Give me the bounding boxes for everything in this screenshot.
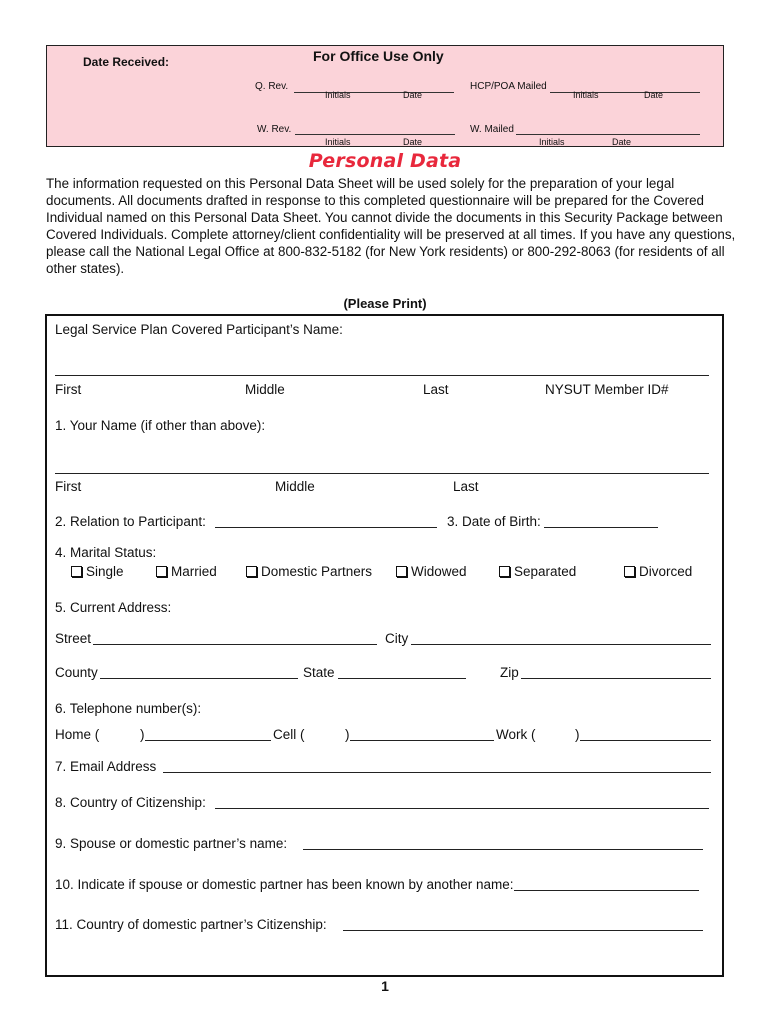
q7-email-label: 7. Email Address bbox=[55, 759, 157, 774]
work-phone-field[interactable] bbox=[580, 740, 711, 741]
q11-partner-citizenship-field[interactable] bbox=[343, 930, 703, 931]
zip-field[interactable] bbox=[521, 678, 711, 679]
marital-option-widowed[interactable]: Widowed bbox=[396, 564, 467, 579]
page-number: 1 bbox=[381, 978, 389, 994]
q2-relation-field[interactable] bbox=[215, 527, 437, 528]
checkbox-icon[interactable] bbox=[246, 566, 257, 577]
checkbox-icon[interactable] bbox=[499, 566, 510, 577]
w-rev-initials: Initials bbox=[325, 137, 351, 147]
w-rev-date: Date bbox=[403, 137, 423, 147]
home-phone-label: Home ( bbox=[55, 727, 100, 742]
q1-last-label: Last bbox=[453, 479, 479, 494]
participant-member-id-label: NYSUT Member ID# bbox=[545, 382, 669, 397]
office-use-heading: For Office Use Only bbox=[313, 48, 444, 64]
street-label: Street bbox=[55, 631, 92, 646]
intro-paragraph: The information requested on this Personal Data Sheet will be used solely for the preparation of your legal documents. All documents drafted in response to this completed questionnaire will be prepared for the Covered Individual named on this Personal Data Sheet. You cannot divide the documents in this Security Package between Covered Individuals. Complete attorney/client confidentiality will be preserved at all times. If you have any questions, please call the National Legal Office at 800-832-5182 (for New York residents) or 800-292-8063 (for residents of all other states). bbox=[46, 176, 736, 276]
q3-dob-field[interactable] bbox=[544, 527, 658, 528]
city-field[interactable] bbox=[411, 644, 711, 645]
county-field[interactable] bbox=[100, 678, 298, 679]
q5-address-label: 5. Current Address: bbox=[55, 600, 172, 615]
q-rev-label: Q. Rev. bbox=[255, 81, 289, 92]
q1-middle-label: Middle bbox=[275, 479, 315, 494]
q1-your-name-field[interactable] bbox=[55, 473, 709, 474]
cell-phone-close: ) bbox=[345, 727, 350, 742]
home-phone-close: ) bbox=[140, 727, 145, 742]
street-field[interactable] bbox=[93, 644, 377, 645]
q4-marital-status-label: 4. Marital Status: bbox=[55, 545, 157, 560]
q10-other-name-label: 10. Indicate if spouse or domestic partner has been known by another name: bbox=[55, 877, 514, 892]
q9-spouse-name-label: 9. Spouse or domestic partner’s name: bbox=[55, 836, 288, 851]
q3-dob-label: 3. Date of Birth: bbox=[447, 514, 541, 529]
participant-name-field[interactable] bbox=[55, 375, 709, 376]
participant-last-label: Last bbox=[423, 382, 449, 397]
participant-name-label: Legal Service Plan Covered Participant’s Name: bbox=[55, 322, 343, 337]
q11-partner-citizenship-label: 11. Country of domestic partner’s Citizenship: bbox=[55, 917, 327, 932]
marital-option-separated[interactable]: Separated bbox=[499, 564, 576, 579]
hcp-poa-initials: Initials bbox=[573, 90, 599, 100]
q7-email-field[interactable] bbox=[163, 772, 711, 773]
marital-option-domestic-partners[interactable]: Domestic Partners bbox=[246, 564, 372, 579]
county-label: County bbox=[55, 665, 98, 680]
q9-spouse-name-field[interactable] bbox=[303, 849, 703, 850]
q-rev-line[interactable] bbox=[294, 82, 454, 93]
marital-option-single[interactable]: Single bbox=[71, 564, 124, 579]
personal-data-form bbox=[45, 314, 724, 977]
q1-your-name-label: 1. Your Name (if other than above): bbox=[55, 418, 266, 433]
home-phone-field[interactable] bbox=[145, 740, 271, 741]
marital-option-married[interactable]: Married bbox=[156, 564, 217, 579]
please-print-note: (Please Print) bbox=[343, 296, 427, 311]
office-use-box bbox=[46, 45, 724, 147]
q2-relation-label: 2. Relation to Participant: bbox=[55, 514, 206, 529]
work-phone-close: ) bbox=[575, 727, 580, 742]
date-received-label: Date Received: bbox=[83, 55, 170, 69]
w-mailed-label: W. Mailed bbox=[470, 124, 514, 135]
state-field[interactable] bbox=[338, 678, 466, 679]
checkbox-icon[interactable] bbox=[624, 566, 635, 577]
marital-option-divorced[interactable]: Divorced bbox=[624, 564, 692, 579]
participant-first-label: First bbox=[55, 382, 82, 397]
zip-label: Zip bbox=[500, 665, 519, 680]
checkbox-icon[interactable] bbox=[71, 566, 82, 577]
checkbox-icon[interactable] bbox=[156, 566, 167, 577]
city-label: City bbox=[385, 631, 409, 646]
w-mailed-date: Date bbox=[612, 137, 632, 147]
hcp-poa-date: Date bbox=[644, 90, 664, 100]
q-rev-date: Date bbox=[403, 90, 423, 100]
w-rev-label: W. Rev. bbox=[257, 124, 292, 135]
checkbox-icon[interactable] bbox=[396, 566, 407, 577]
w-mailed-line[interactable] bbox=[516, 124, 700, 135]
q-rev-initials: Initials bbox=[325, 90, 351, 100]
q8-citizenship-label: 8. Country of Citizenship: bbox=[55, 795, 206, 810]
q10-other-name-field[interactable] bbox=[514, 890, 699, 891]
page-title: Personal Data bbox=[308, 150, 462, 172]
q1-first-label: First bbox=[55, 479, 82, 494]
state-label: State bbox=[303, 665, 335, 680]
w-mailed-initials: Initials bbox=[539, 137, 565, 147]
q8-citizenship-field[interactable] bbox=[215, 808, 709, 809]
w-rev-line[interactable] bbox=[295, 124, 455, 135]
work-phone-label: Work ( bbox=[496, 727, 536, 742]
cell-phone-field[interactable] bbox=[350, 740, 494, 741]
hcp-poa-label: HCP/POA Mailed bbox=[470, 81, 547, 92]
q6-telephone-label: 6. Telephone number(s): bbox=[55, 701, 202, 716]
cell-phone-label: Cell ( bbox=[273, 727, 305, 742]
participant-middle-label: Middle bbox=[245, 382, 285, 397]
